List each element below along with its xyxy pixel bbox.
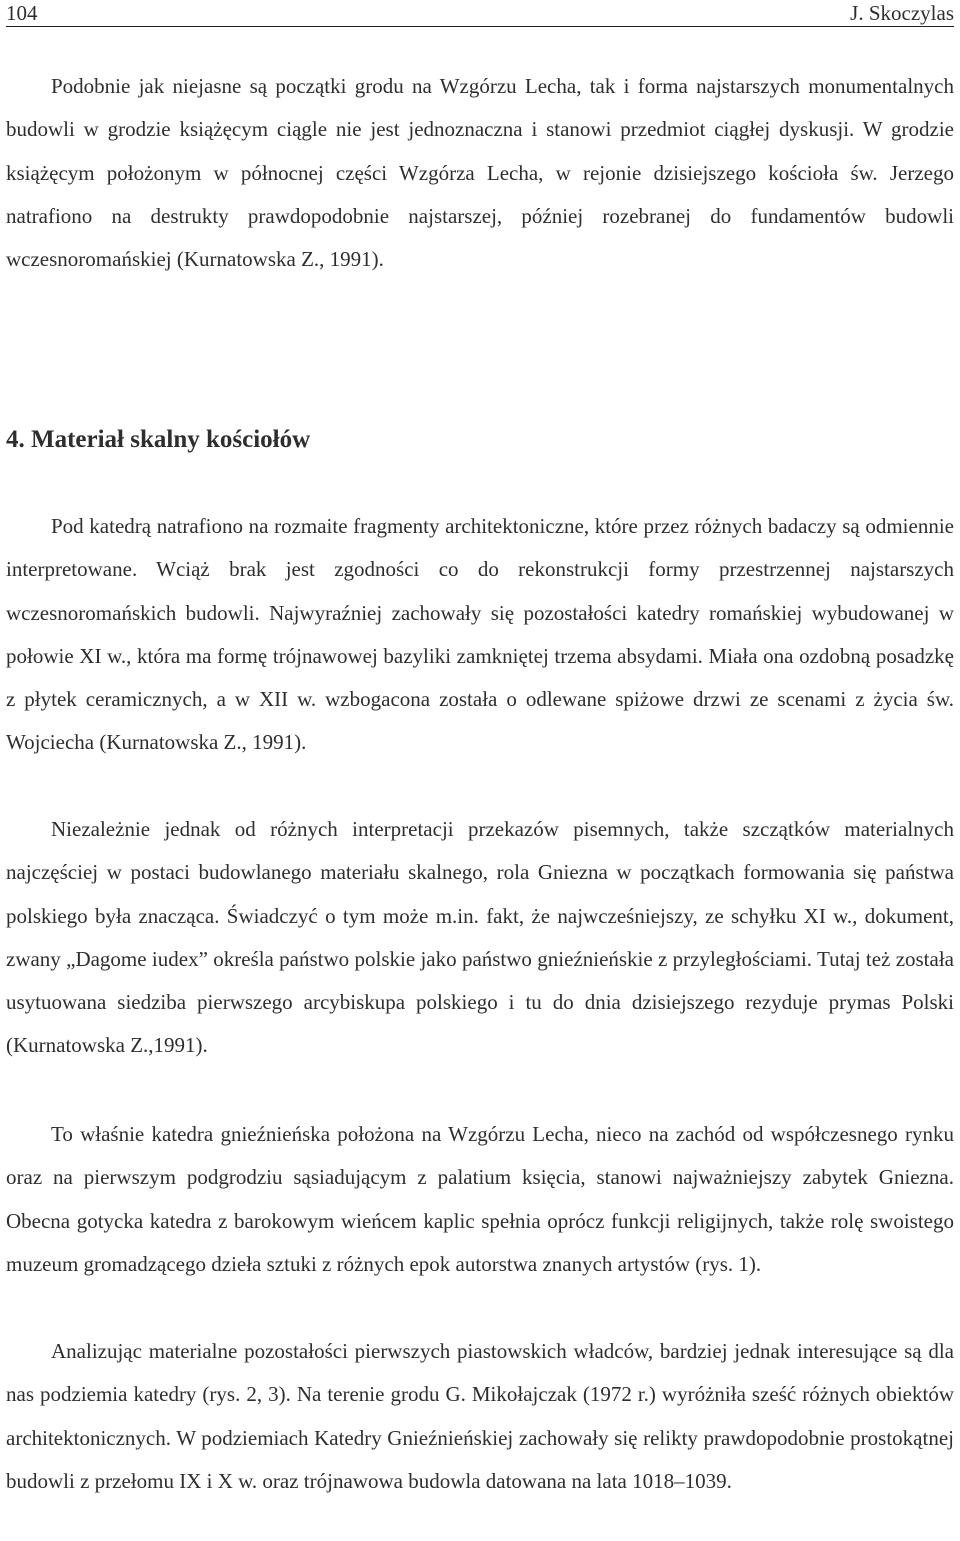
paragraph-intro: Podobnie jak niejasne są początki grodu na Wzgórzu Lecha, tak i forma najstarszych monumentalnych budowli w grodzie książęcym ciągle nie jest jednoznaczna i stanowi przedmiot ciągłej dyskusji. W grodzie książęcym położonym w północnej części Wzgórza Lecha, w rejonie dzisiejszego kościoła św. Jerzego natrafiono na destrukty prawdopodobnie najstarszej, później rozebranej do fundamentów budowli wczesnoromańskiej (Kurnatowska Z., 1991). <box>6 74 954 272</box>
paragraph-gniezno-cathedral: To właśnie katedra gnieźnieńska położona na Wzgórzu Lecha, nieco na zachód od współczesnego rynku oraz na pierwszym podgrodziu sąsiadującym z palatium księcia, stanowi najważniejszy zabytek Gniezna. Obecna gotycka katedra z barokowym wieńcem kaplic spełnia oprócz funkcji religijnych, także rolę swoistego muzeum gromadzącego dzieła sztuki z różnych epok autorstwa znanych artystów (rys. 1). <box>6 1122 954 1276</box>
page-header <box>6 0 954 27</box>
paragraph-gniezno-role: Niezależnie jednak od różnych interpretacji przekazów pisemnych, także szczątków materialnych najczęściej w postaci budowlanego materiału skalnego, rola Gniezna w początkach formowania się państwa polskiego była znacząca. Świadczyć o tym może m.in. fakt, że najwcześniejszy, ze schyłku XI w., dokument, zwany „Dagome iudex” określa państwo polskie jako państwo gnieźnieńskie z przyległościami. Tutaj też została usytuowana siedziba pierwszego arcybiskupa polskiego i tu do dnia dzisiejszego rezyduje prymas Polski (Kurnatowska Z.,1991). <box>6 817 954 1058</box>
section-heading: 4. Materiał skalny kościołów <box>6 426 311 453</box>
paragraph-cathedral-fragments: Pod katedrą natrafiono na rozmaite fragmenty architektoniczne, które przez różnych badaczy są odmiennie interpretowane. Wciąż brak jest zgodności co do rekonstrukcji formy przestrzennej najstarszych wczesnoromańskich budowli. Najwyraźniej zachowały się pozostałości katedry romańskiej wybudowanej w połowie XI w., która ma formę trójnawowej bazyliki zamkniętej trzema absydami. Miała ona ozdobną posadzkę z płytek ceramicznych, a w XII w. wzbogacona została o odlewane spiżowe drzwi ze scenami z życia św. Wojciecha (Kurnatowska Z., 1991). <box>6 514 954 755</box>
running-head: J. Skoczylas <box>850 1 954 25</box>
paragraph-cathedral-crypts: Analizując materialne pozostałości pierwszych piastowskich władców, bardziej jednak interesujące są dla nas podziemia katedry (rys. 2, 3). Na terenie grodu G. Mikołajczak (1972 r.) wyróżniła sześć różnych obiektów architektonicznych. W podziemiach Katedry Gnieźnieńskiej zachowały się relikty prawdopodobnie prostokątnej budowli z przełomu IX i X w. oraz trójnawowa budowla datowana na lata 1018–1039. <box>6 1339 954 1493</box>
page-number: 104 <box>6 1 38 25</box>
